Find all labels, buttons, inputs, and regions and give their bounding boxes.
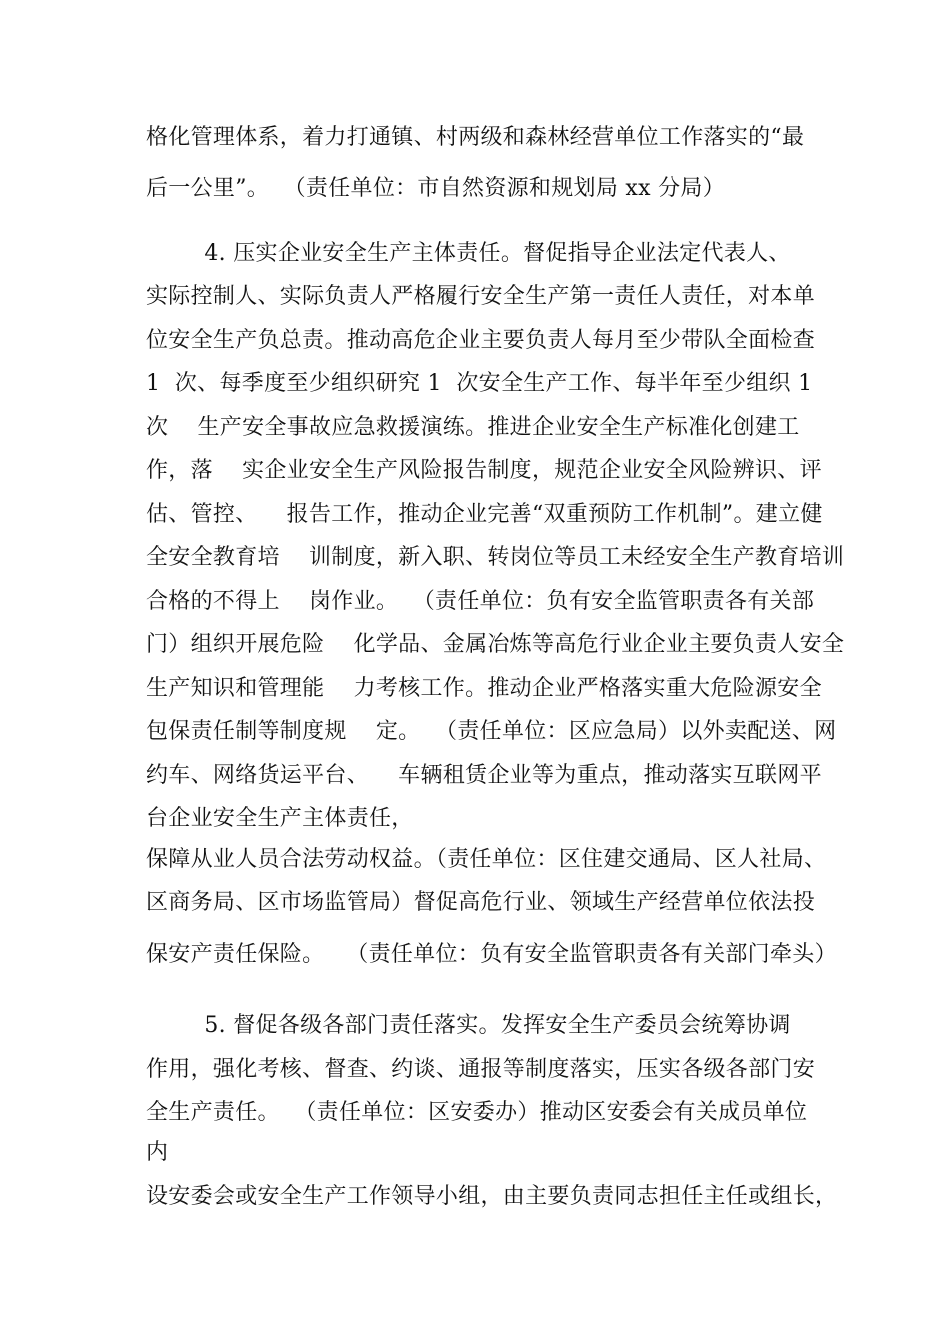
text-line: 包保责任制等制度规 定。 （责任单位：区应急局）以外卖配送、网 [146,719,837,744]
text-line: 保安产责任保险。 （责任单位：负有安全监管职责各有关部门牵头） [146,942,837,967]
text-line: 约车、网络货运平台、 车辆租赁企业等为重点，推动落实互联网平 [146,763,822,788]
text-line: 后一公里”。 （责任单位：市自然资源和规划局 xx 分局） [146,176,726,201]
text-line: 1 次、每季度至少组织研究 1 次安全生产工作、每半年至少组织 1 [146,371,813,396]
text-line: 区商务局、区市场监管局）督促高危行业、领域生产经营单位依法投 [146,890,816,915]
text-line: 实际控制人、实际负责人严格履行安全生产第一责任人责任，对本单 [146,284,816,309]
text-line: 全安全教育培 训制度，新入职、转岗位等员工未经安全生产教育培训 [146,545,845,570]
text-line: 格化管理体系，着力打通镇、村两级和森林经营单位工作落实的“最 [146,125,805,150]
text-line: 4. 压实企业安全生产主体责任。督促指导企业法定代表人、 [146,241,791,266]
text-line: 台企业安全生产主体责任， [146,806,414,831]
text-line: 门）组织开展危险 化学品、金属冶炼等高危行业企业主要负责人安全 [146,632,845,657]
text-line: 估、管控、 报告工作，推动企业完善“双重预防工作机制”。建立健 [146,502,823,527]
text-line: 合格的不得上 岗作业。 （责任单位：负有安全监管职责各有关部 [146,589,815,614]
text-line: 全生产责任。 （责任单位：区安委办）推动区安委会有关成员单位 [146,1100,808,1125]
text-line: 5. 督促各级各部门责任落实。发挥安全生产委员会统筹协调 [146,1013,791,1038]
text-line: 作用，强化考核、督查、约谈、通报等制度落实，压实各级各部门安 [146,1057,816,1082]
text-line: 位安全生产负总责。推动高危企业主要负责人每月至少带队全面检查 [146,328,816,353]
text-line: 次 生产安全事故应急救援演练。推进企业安全生产标准化创建工 [146,415,800,440]
text-line: 生产知识和管理能 力考核工作。推动企业严格落实重大危险源安全 [146,676,822,701]
text-line: 保障从业人员合法劳动权益。（责任单位：区住建交通局、区人社局、 [146,847,827,872]
text-line: 设安委会或安全生产工作领导小组，由主要负责同志担任主任或组长， [146,1184,838,1209]
text-line: 内 [146,1140,169,1165]
text-line: 作，落 实企业安全生产风险报告制度，规范企业安全风险辨识、评 [146,458,822,483]
